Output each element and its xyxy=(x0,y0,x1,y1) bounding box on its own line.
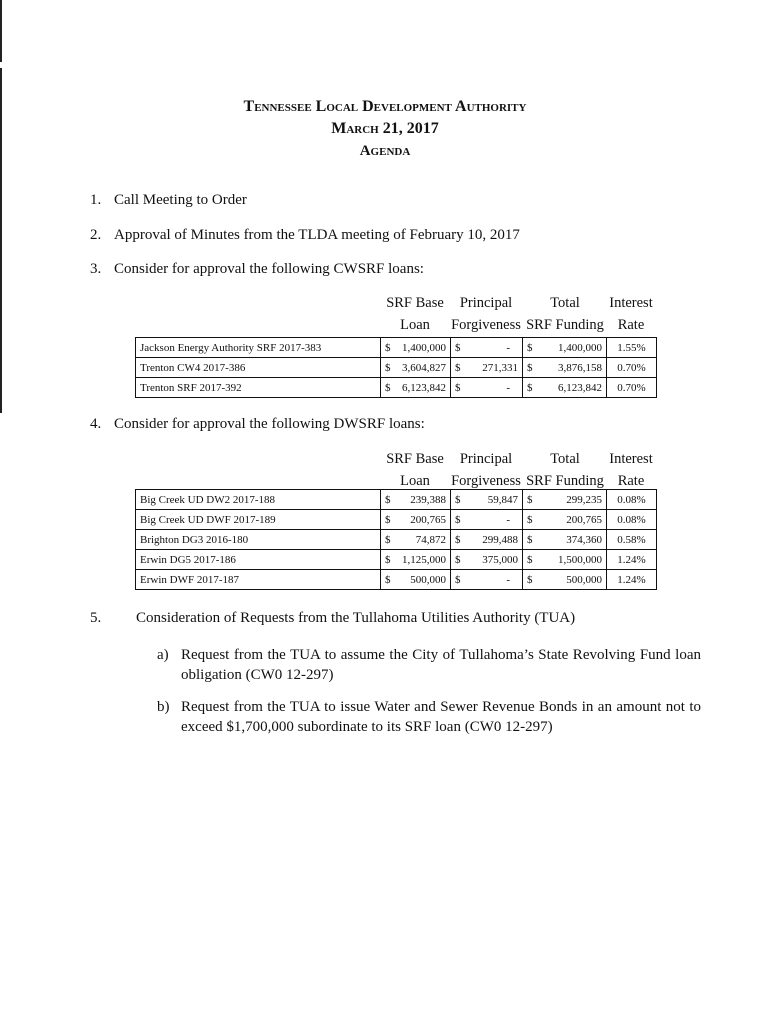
currency-symbol: $ xyxy=(527,553,533,566)
agenda-item-number: 4. xyxy=(90,416,102,432)
amount-value: - xyxy=(506,381,510,394)
forgiveness-cell xyxy=(451,490,523,510)
base-loan-cell xyxy=(381,570,451,590)
currency-symbol: $ xyxy=(527,573,533,586)
base-loan-cell xyxy=(381,338,451,358)
amount-value: 299,488 xyxy=(482,533,518,546)
col-header-line: Total xyxy=(550,295,580,311)
currency-symbol: $ xyxy=(455,341,461,354)
col-header-line: Rate xyxy=(617,317,645,333)
col-header-line: Loan xyxy=(400,473,430,489)
col-header-total xyxy=(522,292,608,336)
table-row xyxy=(136,550,657,570)
total-cell xyxy=(523,490,607,510)
currency-symbol: $ xyxy=(527,381,533,394)
base-loan-cell xyxy=(381,490,451,510)
amount-value: 1,125,000 xyxy=(402,553,446,566)
total-cell xyxy=(523,570,607,590)
currency-symbol: $ xyxy=(385,553,391,566)
amount-value: 1,400,000 xyxy=(402,341,446,354)
col-header-base-loan xyxy=(380,448,450,492)
amount-value: 6,123,842 xyxy=(402,381,446,394)
currency-symbol: $ xyxy=(455,381,461,394)
table-row xyxy=(136,358,657,378)
currency-symbol: $ xyxy=(455,573,461,586)
col-header-forgiveness xyxy=(450,448,522,492)
subitem-text: Request from the TUA to assume the City of Tullahoma’s State Revolving Fund loan obligation (CW0 12-297) xyxy=(181,647,701,683)
forgiveness-cell xyxy=(451,378,523,398)
agenda-item-number: 5. xyxy=(90,610,102,626)
subitem-label: a) xyxy=(157,647,169,663)
currency-symbol: $ xyxy=(527,513,533,526)
currency-symbol: $ xyxy=(527,341,533,354)
col-header-rate xyxy=(606,292,656,336)
amount-value: 374,360 xyxy=(566,533,602,546)
amount-value: 59,847 xyxy=(487,493,518,506)
currency-symbol: $ xyxy=(455,553,461,566)
agenda-item-text: Approval of Minutes from the TLDA meeting of February 10, 2017 xyxy=(114,227,520,243)
amount-value: 1,400,000 xyxy=(558,341,602,354)
agenda-item-text: Consider for approval the following DWSRF loans: xyxy=(114,416,425,432)
col-header-line: SRF Base xyxy=(386,451,444,467)
col-header-line: Principal xyxy=(459,295,513,311)
base-loan-cell xyxy=(381,358,451,378)
rate-cell: 1.24% xyxy=(607,570,657,590)
total-cell xyxy=(523,530,607,550)
amount-value: - xyxy=(506,513,510,526)
col-header-line: SRF Funding xyxy=(526,317,604,333)
base-loan-cell xyxy=(381,378,451,398)
base-loan-cell xyxy=(381,550,451,570)
col-header-base-loan xyxy=(380,292,450,336)
currency-symbol: $ xyxy=(385,533,391,546)
amount-value: - xyxy=(506,341,510,354)
amount-value: 3,604,827 xyxy=(402,361,446,374)
currency-symbol: $ xyxy=(455,493,461,506)
forgiveness-cell xyxy=(451,550,523,570)
total-cell xyxy=(523,378,607,398)
total-cell xyxy=(523,510,607,530)
col-header-line: Principal xyxy=(459,451,513,467)
loan-name-cell: Erwin DG5 2017-186 xyxy=(136,550,381,570)
amount-value: 74,872 xyxy=(415,533,446,546)
base-loan-cell xyxy=(381,510,451,530)
currency-symbol: $ xyxy=(527,493,533,506)
currency-symbol: $ xyxy=(455,361,461,374)
total-cell xyxy=(523,338,607,358)
agenda-item-number: 2. xyxy=(90,227,102,243)
rate-cell: 0.08% xyxy=(607,510,657,530)
agenda-item-text: Consider for approval the following CWSRF loans: xyxy=(114,261,424,277)
amount-value: 200,765 xyxy=(410,513,446,526)
loan-name-cell: Big Creek UD DWF 2017-189 xyxy=(136,510,381,530)
amount-value: 299,235 xyxy=(566,493,602,506)
currency-symbol: $ xyxy=(455,513,461,526)
agenda-item-text: Call Meeting to Order xyxy=(114,192,247,208)
rate-cell: 0.08% xyxy=(607,490,657,510)
agenda-item-text: Consideration of Requests from the Tullahoma Utilities Authority (TUA) xyxy=(136,610,576,626)
amount-value: 500,000 xyxy=(566,573,602,586)
amount-value: - xyxy=(506,573,510,586)
col-header-line: Rate xyxy=(617,473,645,489)
scan-edge-bar xyxy=(0,0,2,62)
document-date: March 21, 2017 xyxy=(331,120,439,137)
subitem-text: Request from the TUA to issue Water and Sewer Revenue Bonds in an amount not to exceed $1,700,000 subordinate to its SRF loan (CW0 12-297) xyxy=(181,699,701,735)
rate-cell: 1.55% xyxy=(607,338,657,358)
currency-symbol: $ xyxy=(385,361,391,374)
currency-symbol: $ xyxy=(527,361,533,374)
currency-symbol: $ xyxy=(385,573,391,586)
base-loan-cell xyxy=(381,530,451,550)
total-cell xyxy=(523,358,607,378)
col-header-line: SRF Funding xyxy=(526,473,604,489)
table-row xyxy=(136,378,657,398)
currency-symbol: $ xyxy=(385,513,391,526)
loan-name-cell: Trenton SRF 2017-392 xyxy=(136,378,381,398)
document-subtitle: Agenda xyxy=(359,143,411,159)
col-header-line: Forgiveness xyxy=(451,317,521,333)
forgiveness-cell xyxy=(451,510,523,530)
currency-symbol: $ xyxy=(455,533,461,546)
rate-cell: 1.24% xyxy=(607,550,657,570)
loan-name-cell: Erwin DWF 2017-187 xyxy=(136,570,381,590)
forgiveness-cell xyxy=(451,530,523,550)
col-header-line: Forgiveness xyxy=(451,473,521,489)
col-header-line: Loan xyxy=(400,317,430,333)
rate-cell: 0.58% xyxy=(607,530,657,550)
col-header-rate xyxy=(606,448,656,492)
col-header-line: Interest xyxy=(609,451,653,467)
document-title: Tennessee Local Development Authority xyxy=(243,98,527,115)
col-header-forgiveness xyxy=(450,292,522,336)
loan-name-cell: Jackson Energy Authority SRF 2017-383 xyxy=(136,338,381,358)
amount-value: 6,123,842 xyxy=(558,381,602,394)
currency-symbol: $ xyxy=(527,533,533,546)
currency-symbol: $ xyxy=(385,493,391,506)
agenda-item-number: 3. xyxy=(90,261,102,277)
table-row xyxy=(136,530,657,550)
dwsrf-loans-table xyxy=(135,489,657,590)
subitem-label: b) xyxy=(157,699,170,715)
cwsrf-loans-table xyxy=(135,337,657,398)
col-header-line: Total xyxy=(550,451,580,467)
loan-name-cell: Trenton CW4 2017-386 xyxy=(136,358,381,378)
amount-value: 3,876,158 xyxy=(558,361,602,374)
rate-cell: 0.70% xyxy=(607,378,657,398)
loan-name-cell: Big Creek UD DW2 2017-188 xyxy=(136,490,381,510)
amount-value: 271,331 xyxy=(482,361,518,374)
forgiveness-cell xyxy=(451,358,523,378)
forgiveness-cell xyxy=(451,570,523,590)
currency-symbol: $ xyxy=(385,381,391,394)
col-header-total xyxy=(522,448,608,492)
table-row xyxy=(136,338,657,358)
total-cell xyxy=(523,550,607,570)
rate-cell: 0.70% xyxy=(607,358,657,378)
table-row xyxy=(136,570,657,590)
amount-value: 500,000 xyxy=(410,573,446,586)
currency-symbol: $ xyxy=(385,341,391,354)
col-header-line: SRF Base xyxy=(386,295,444,311)
col-header-line: Interest xyxy=(609,295,653,311)
amount-value: 239,388 xyxy=(410,493,446,506)
loan-name-cell: Brighton DG3 2016-180 xyxy=(136,530,381,550)
table-row xyxy=(136,490,657,510)
amount-value: 1,500,000 xyxy=(558,553,602,566)
table-row xyxy=(136,510,657,530)
amount-value: 200,765 xyxy=(566,513,602,526)
forgiveness-cell xyxy=(451,338,523,358)
amount-value: 375,000 xyxy=(482,553,518,566)
agenda-item-number: 1. xyxy=(90,192,102,208)
